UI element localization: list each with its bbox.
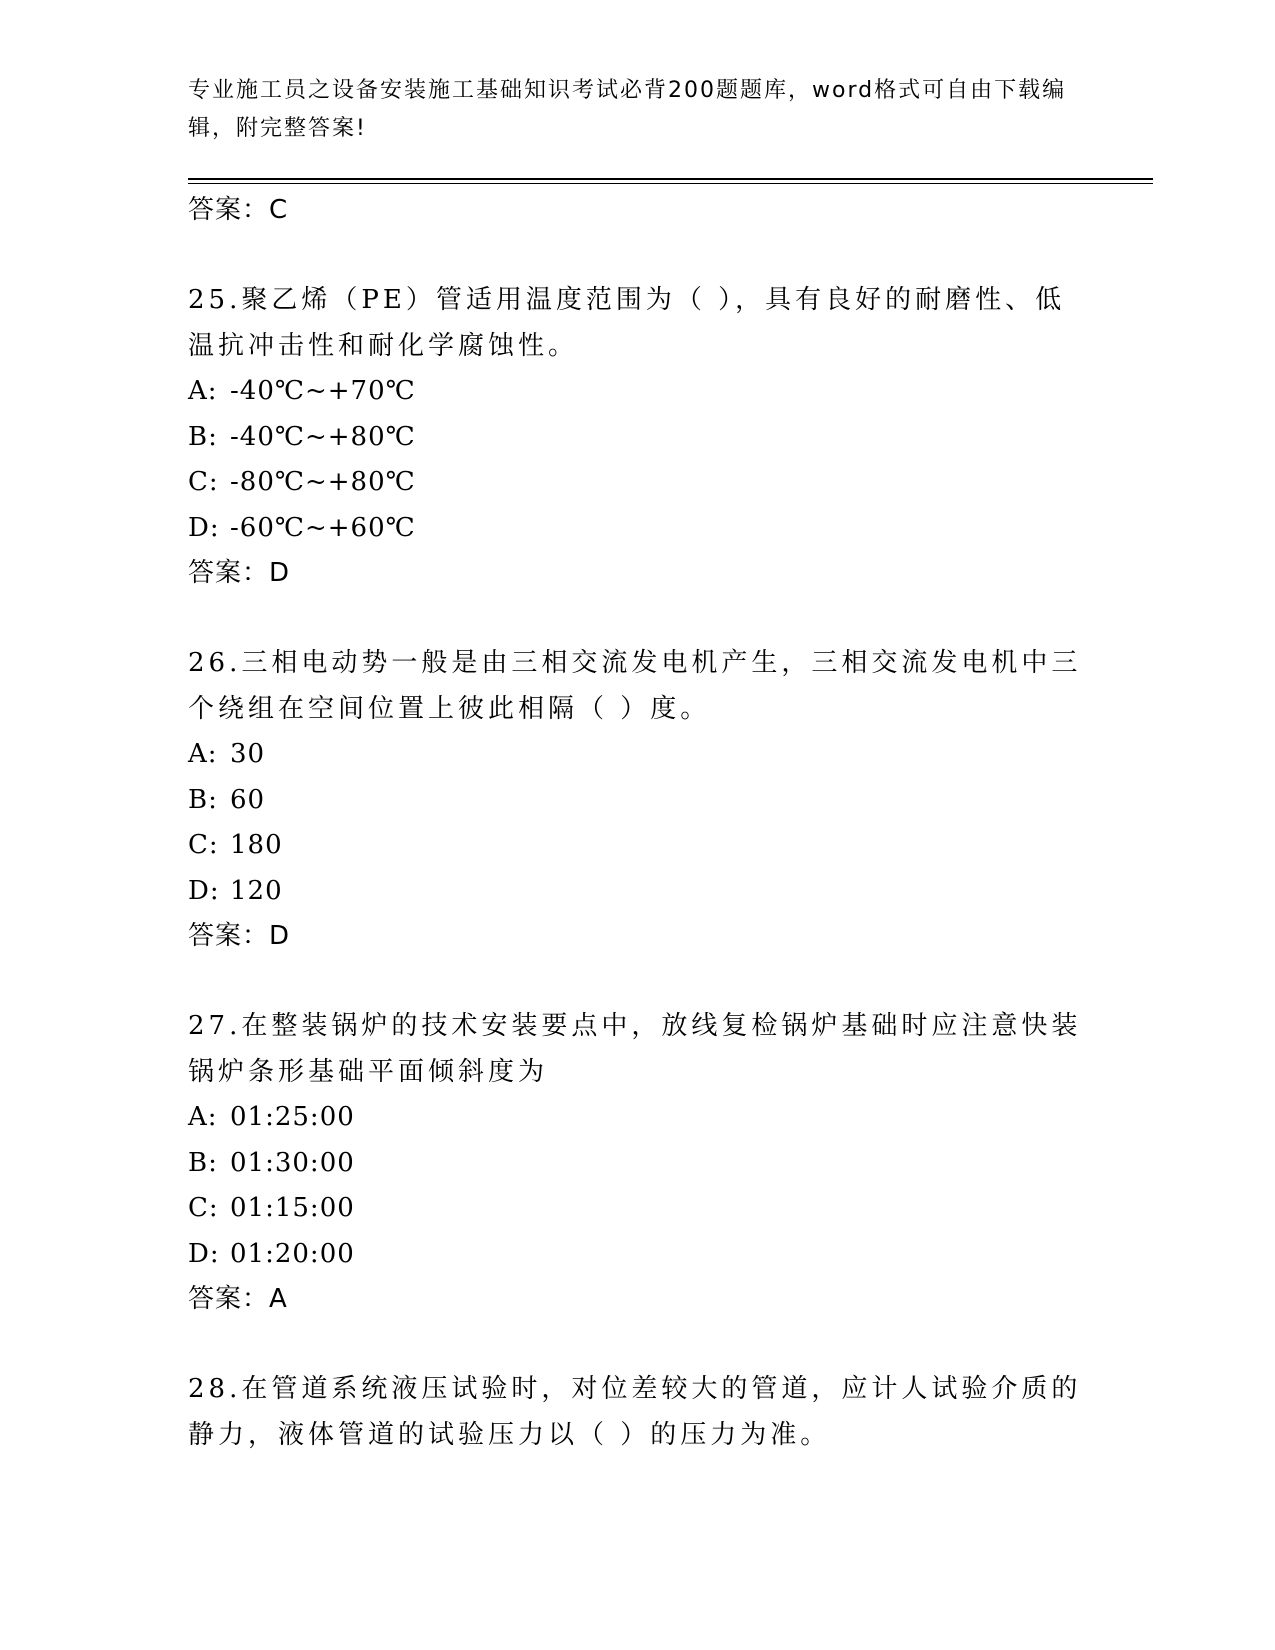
option-c: C: -80℃~+80℃ [188,467,416,497]
question-28 [188,1367,1088,1458]
option-a: A: 01:25:00 [188,1102,355,1132]
question-25 [188,278,1088,595]
option-a: A: -40℃~+70℃ [188,376,416,406]
header-divider [188,178,1153,180]
document-header: 专业施工员之设备安装施工基础知识考试必背200题题库，word格式可自由下载编辑，附完整答案! [188,78,1067,141]
question-text: 27.在整装锅炉的技术安装要点中，放线复检锅炉基础时应注意快装锅炉条形基础平面倾斜度为 [188,1011,1082,1087]
answer-line: 答案：D [188,921,291,951]
answer-line: 答案：D [188,558,291,588]
option-c: C: 01:15:00 [188,1193,355,1223]
question-27 [188,1004,1088,1321]
answer-line: 答案：A [188,1284,288,1314]
question-text: 28.在管道系统液压试验时，对位差较大的管道，应计人试验介质的静力，液体管道的试验压力以（ ）的压力为准。 [188,1374,1082,1450]
answer-line: 答案：C [188,195,289,225]
option-c: C: 180 [188,830,283,860]
header-divider-thin [188,183,1153,184]
option-a: A: 30 [188,739,266,769]
option-d: D: 120 [188,875,283,906]
question-text: 25.聚乙烯（PE）管适用温度范围为（ ），具有良好的耐磨性、低温抗冲击性和耐化学腐蚀性。 [188,285,1066,361]
question-list [188,188,1088,1458]
question-text: 26.三相电动势一般是由三相交流发电机产生，三相交流发电机中三个绕组在空间位置上彼此相隔（ ）度。 [188,648,1082,724]
option-b: B: -40℃~+80℃ [188,421,416,452]
option-d: D: -60℃~+60℃ [188,512,416,543]
option-d: D: 01:20:00 [188,1238,355,1269]
option-b: B: 01:30:00 [188,1147,355,1178]
option-b: B: 60 [188,784,266,815]
question-26 [188,641,1088,958]
